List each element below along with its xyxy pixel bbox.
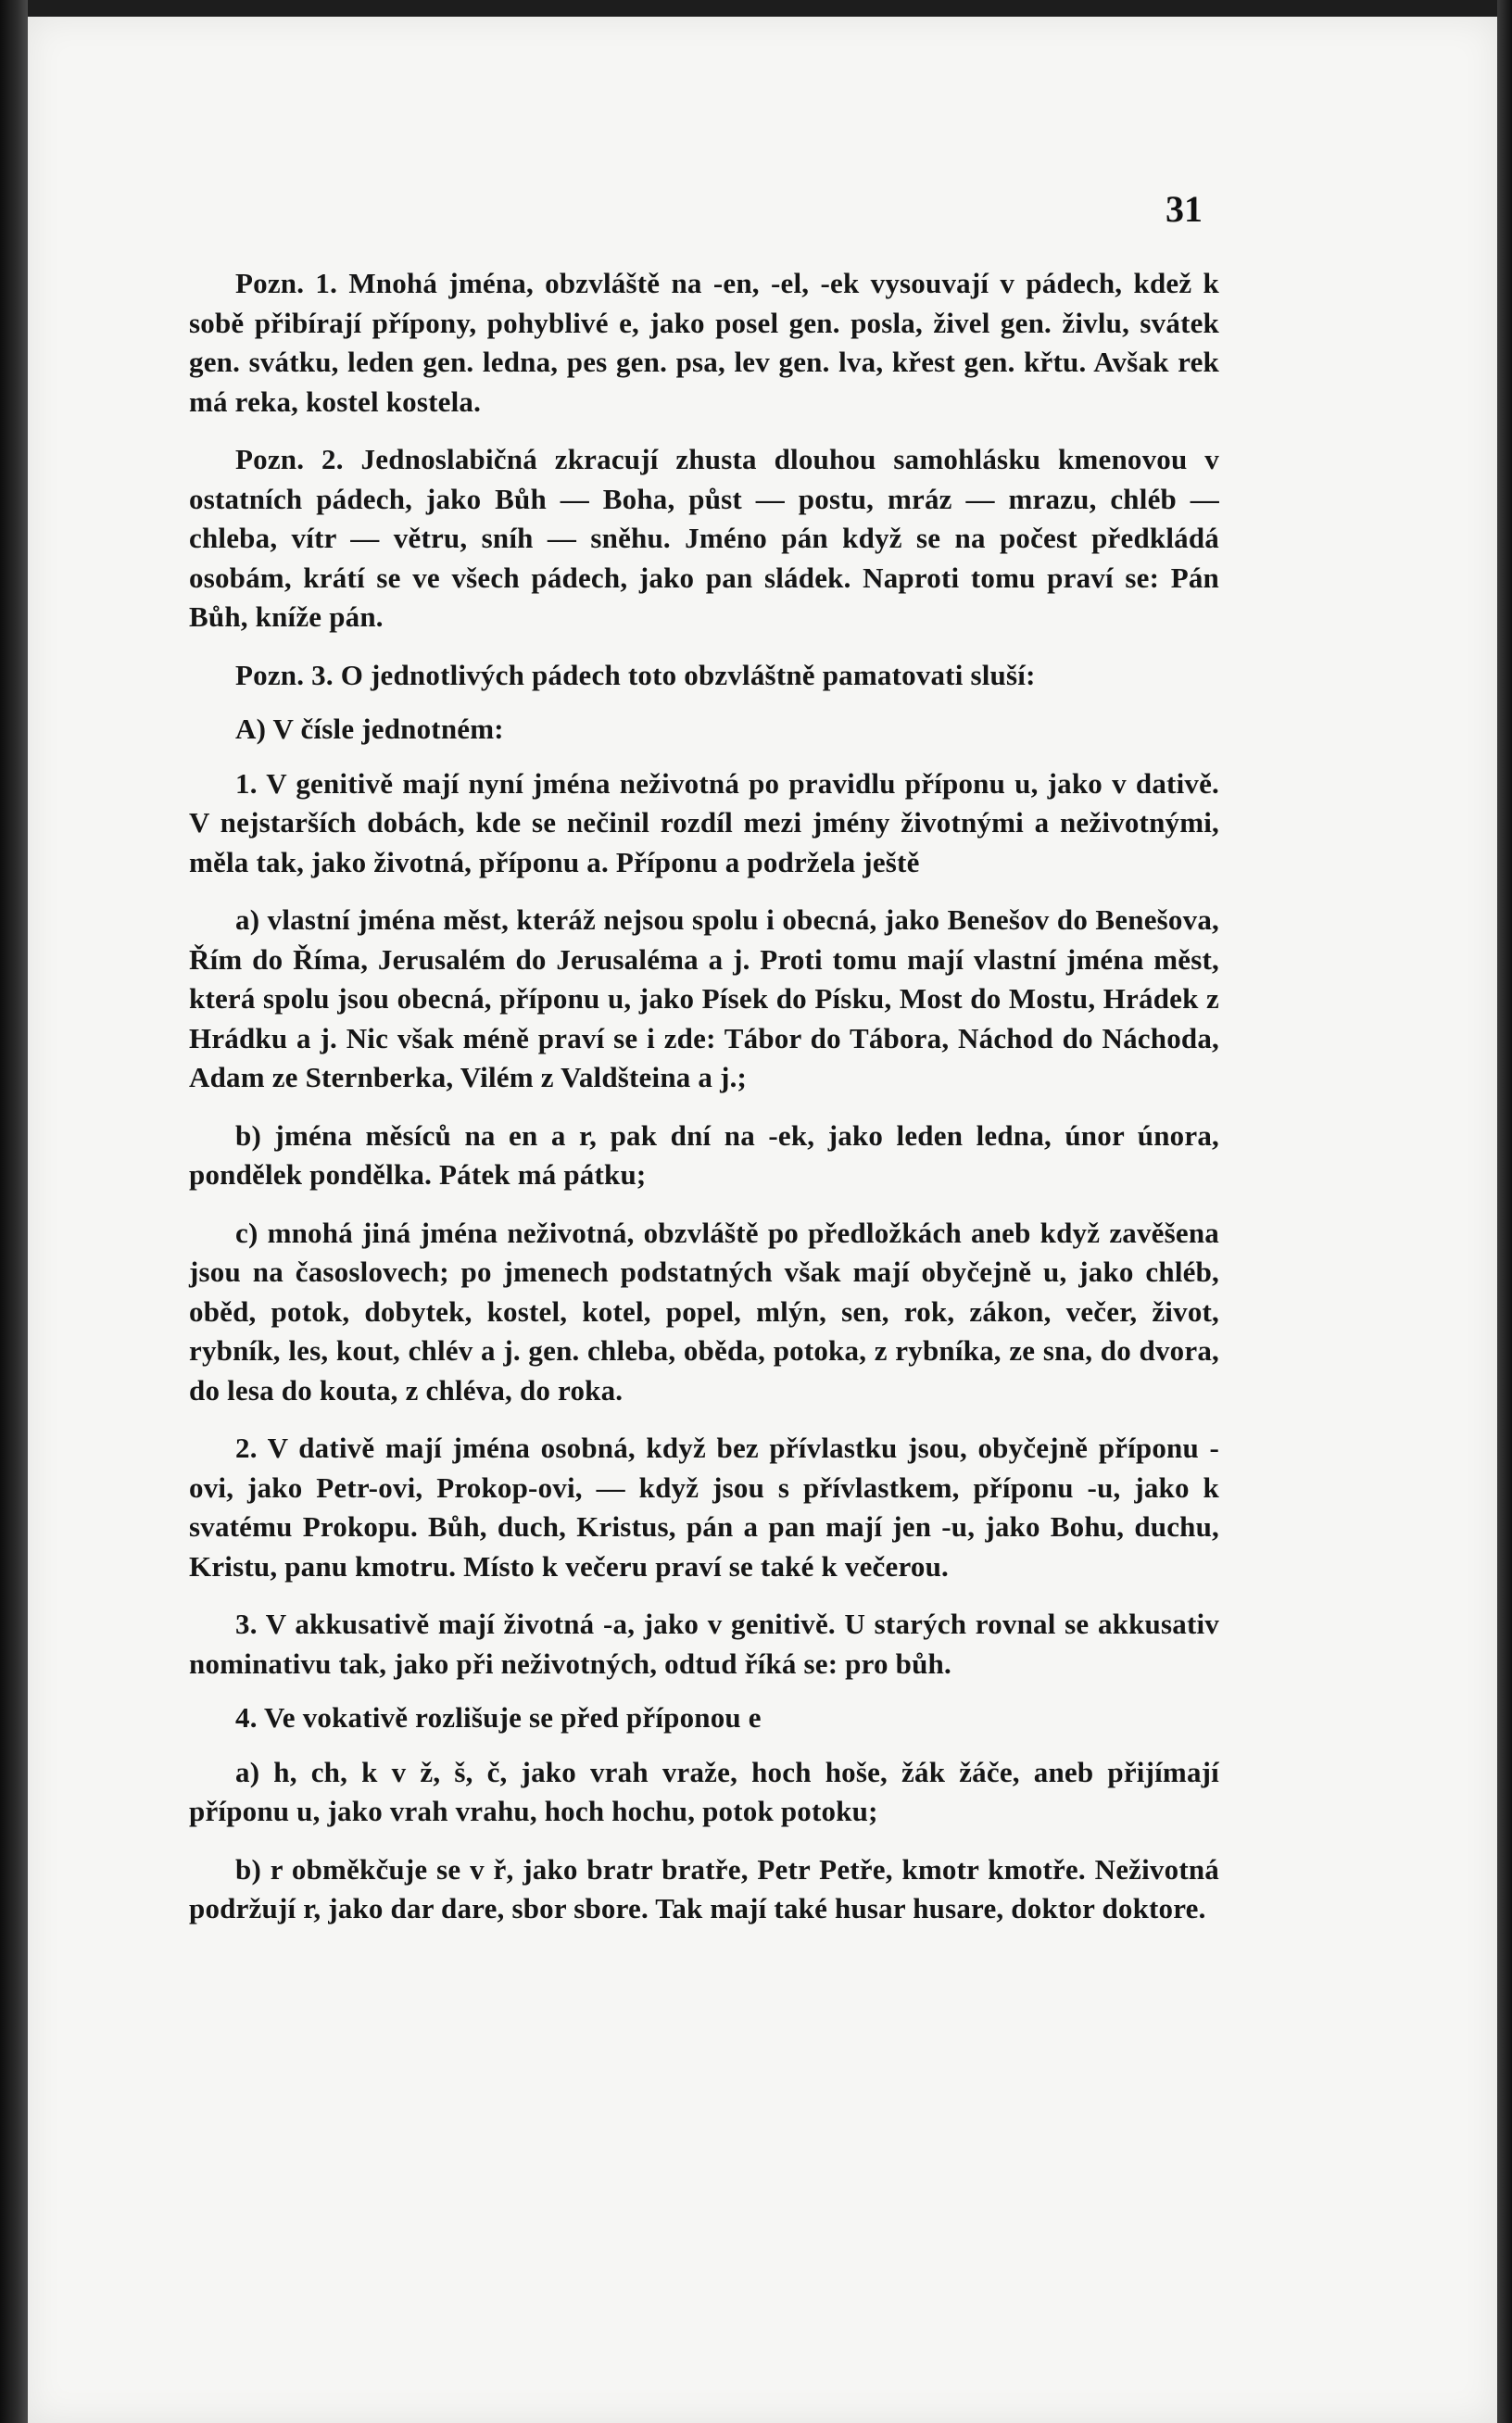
note-2: Pozn. 2. Jednoslabičná zkracují zhusta dlouhou samohlásku kmenovou v ostatních pádech, jako Bůh — Boha, půst — postu, mráz — mrazu, chléb — chleba, vítr — větru, sníh — sněhu. Jméno pán když se na počest předkládá osobám, krátí se ve všech pádech, jako pan sládek. Naproti tomu praví se: Pán Bůh, kníže pán. (189, 443, 1219, 633)
rule-vocative-b: b) r obměkčuje se v ř, jako bratr bratře, Petr Petře, kmotr kmotře. Neživotná podržují r, jako dar dare, sbor sbore. Tak mají také husar husare, doktor doktore. (189, 1852, 1219, 1925)
section-heading-singular: A) V čísle jednotném: (235, 713, 504, 745)
scan-left-edge (0, 0, 28, 2423)
scan-right-edge (1497, 0, 1512, 2423)
rule-vocative-a: a) h, ch, k v ž, š, č, jako vrah vraže, hoch hoše, žák žáče, aneb přijímají příponu u, jako vrah vrahu, hoch hochu, potok potoku; (189, 1755, 1219, 1827)
note-3: Pozn. 3. O jednotlivých pádech toto obzvláštně pamatovati sluší: (235, 658, 1036, 691)
rule-genitive-c: c) mnohá jiná jména neživotná, obzvláště po předložkách aneb když zavěšena jsou na časoslovech; po jmenech podstatných však mají obyčejně u, jako chléb, oběd, potok, dobytek, kostel, kotel, popel, mlýn, sen, rok, zákon, večer, život, rybník, les, kout, chlév a j. gen. chleba, oběda, potoka, z rybníka, ze sna, do dvora, do lesa do kouta, z chléva, do roka. (189, 1216, 1219, 1407)
rule-genitive-a: a) vlastní jména měst, kteráž nejsou spolu i obecná, jako Benešov do Benešova, Řím do Říma, Jerusalém do Jerusaléma a j. Proti tomu mají vlastní jména měst, která spolu jsou obecná, příponu u, jako Písek do Písku, Most do Mostu, Hrádek z Hrádku a j. Nic však méně praví se i zde: Tábor do Tábora, Náchod do Náchoda, Adam ze Sternberka, Vilém z Valdšteina a j.; (189, 903, 1219, 1093)
rule-dative: 2. V dativě mají jména osobná, když bez přívlastku jsou, obyčejně příponu -ovi, jako Petr-ovi, Prokop-ovi, — když jsou s přívlastkem, příponu -u, jako k svatému Prokopu. Bůh, duch, Kristus, pán a pan mají jen -u, jako Bohu, duchu, Kristu, panu kmotru. Místo k večeru praví se také k večerou. (189, 1432, 1219, 1583)
rule-genitive: 1. V genitivě mají nyní jména neživotná po pravidlu příponu u, jako v dativě. V nejstarších dobách, kde se nečinil rozdíl mezi jmény životnými a neživotnými, měla tak, jako životná, příponu a. Příponu a podržela ještě (189, 766, 1219, 878)
note-1: Pozn. 1. Mnohá jména, obzvláště na -en, -el, -ek vysouvají v pádech, kdež k sobě přibírají přípony, pohyblivé e, jako posel gen. posla, živel gen. živlu, svátek gen. svátku, leden gen. ledna, pes gen. psa, lev gen. lva, křest gen. křtu. Avšak rek má reka, kostel kostela. (189, 267, 1219, 418)
rule-accusative: 3. V akkusativě mají životná -a, jako v genitivě. U starých rovnal se akkusativ nominativu tak, jako při neživotných, odtud říká se: pro bůh. (189, 1608, 1219, 1680)
page-number: 31 (1166, 188, 1203, 230)
page-text (189, 264, 1219, 1929)
rule-genitive-b: b) jména měsíců na en a r, pak dní na -ek, jako leden ledna, únor února, pondělek pondělka. Pátek má pátku; (189, 1118, 1219, 1191)
rule-vocative: 4. Ve vokativě rozlišuje se před příponou e (235, 1701, 762, 1734)
